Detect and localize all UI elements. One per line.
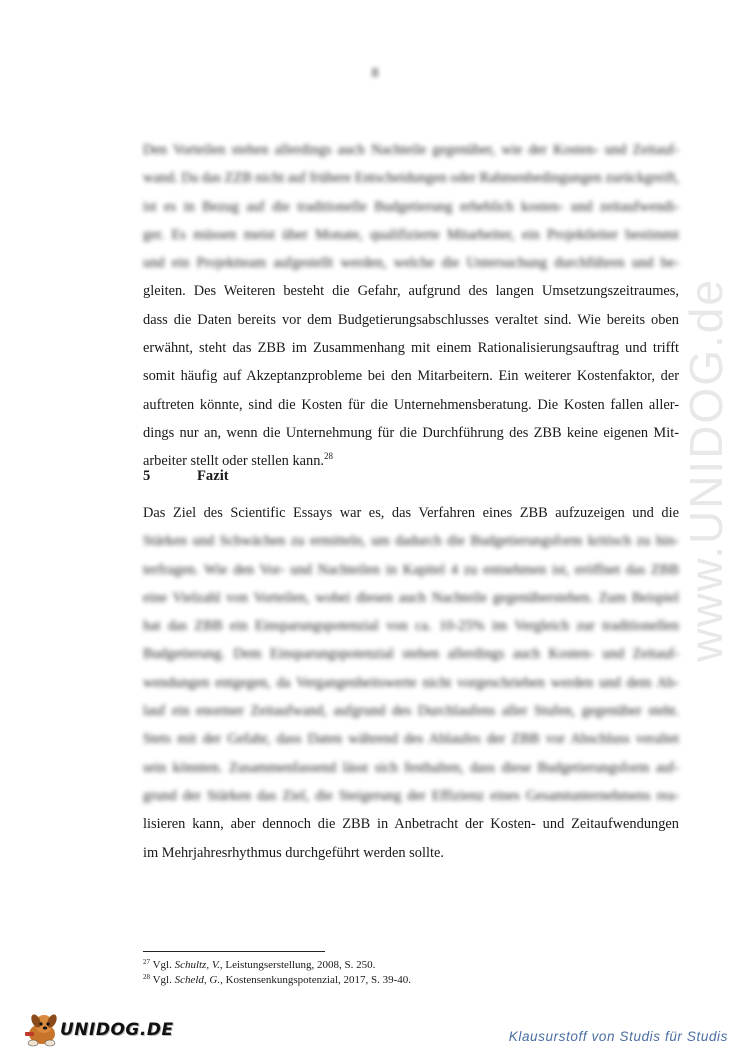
footnote-source: , Kostensenkungspotenzial, 2017, S. 39-40. xyxy=(220,974,412,986)
text-line xyxy=(143,754,679,782)
line-text: terfragen. Wie den Vor- und Nachteilen in Kapitel 4 zu entnehmen ist, eröffnet das ZBB xyxy=(143,561,679,578)
text-line xyxy=(143,725,679,753)
text-line xyxy=(143,334,679,362)
text-line xyxy=(143,697,679,725)
line-text: gleiten. Des Weiteren besteht die Gefahr, aufgrund des langen Umsetzungszeitraumes, xyxy=(143,283,679,300)
line-text: dings nur an, wenn die Unternehmung für die Durchführung des ZBB keine eigenen Mit- xyxy=(143,424,679,441)
text-line xyxy=(143,612,679,640)
text-line xyxy=(143,419,679,447)
section-heading xyxy=(143,468,229,485)
text-line xyxy=(143,362,679,390)
line-text: Budgetierung. Dem Einsparungspotenzial stehen allerdings auch Kosten- und Zeitauf- xyxy=(143,646,679,663)
text-line xyxy=(143,249,679,277)
line-text: lisieren kann, aber dennoch die ZBB in Anbetracht der Kosten- und Zeitaufwendungen xyxy=(143,816,679,833)
line-text: somit häufig auf Akzeptanzprobleme bei den Mitarbeitern. Ein weiterer Kostenfaktor, der xyxy=(143,368,679,385)
line-text: sein könnten. Zusammenfassend lässt sich festhalten, dass diese Budgetierungsform auf- xyxy=(143,759,679,776)
text-line xyxy=(143,136,679,164)
text-line xyxy=(143,277,679,305)
line-text: ger. Es müssen meist über Monate, qualifizierte Mitarbeiter, ein Projektleiter bestimmt xyxy=(143,226,679,243)
text-line xyxy=(143,640,679,668)
footnote-author: Scheld, G. xyxy=(174,974,221,986)
text-line xyxy=(143,221,679,249)
line-text: auftreten könnte, sind die Kosten für die Unternehmensberatung. Die Kosten fallen aller- xyxy=(143,396,679,413)
dog-mascot-icon xyxy=(22,1012,64,1048)
page-number: 8 xyxy=(371,66,379,81)
line-text: Stärken und Schwächen zu ermitteln, um dadurch die Budgetierungsform kritisch zu hin- xyxy=(143,533,679,550)
footnote-28 xyxy=(143,973,411,987)
footnote-source: , Leistungserstellung, 2008, S. 250. xyxy=(219,959,376,971)
text-line xyxy=(143,499,679,527)
line-text: ist es in Bezug auf die traditionelle Budgetierung erheblich kosten- und zeitaufwendi- xyxy=(143,198,679,215)
text-line xyxy=(143,391,679,419)
line-text: Stets mit der Gefahr, dass Daten während des Ablaufes der ZBB vor Abschluss veraltet xyxy=(143,731,679,748)
line-text: dass die Daten bereits vor dem Budgetierungsabschlusses veraltet sind. Wie bereits oben xyxy=(143,311,679,328)
section-title: Fazit xyxy=(197,468,229,484)
line-text: hat das ZBB ein Einsparungspotenzial von ca. 10-25% im Vergleich zur traditionellen xyxy=(143,618,679,635)
line-text: und ein Projektteam aufgestellt werden, welche die Untersuchung durchführen und be- xyxy=(143,255,679,272)
text-line xyxy=(143,193,679,221)
text-line xyxy=(143,669,679,697)
text-line xyxy=(143,839,679,867)
line-text: wand. Da das ZZB nicht auf frühere Entscheidungen oder Rahmenbedingungen zurückgreift, xyxy=(143,170,679,187)
line-text: erwähnt, steht das ZBB im Zusammenhang mit einem Rationalisierungsauftrag und trifft xyxy=(143,340,679,357)
footnote-27 xyxy=(143,958,375,972)
section-number: 5 xyxy=(143,468,151,484)
footnote-author: Schultz, V. xyxy=(174,959,220,971)
conclusion-paragraph xyxy=(143,499,679,867)
text-line xyxy=(143,164,679,192)
line-text: im Mehrjahresrhythmus durchgeführt werden sollte. xyxy=(143,844,444,861)
line-text: grund der Stärken das Ziel, die Steigerung der Effizienz eines Gesamtunternehmens rea- xyxy=(143,787,679,804)
watermark: www.UNIDOG.de xyxy=(680,278,732,662)
footnote-number: 28 xyxy=(143,973,150,981)
footnote-prefix: Vgl. xyxy=(152,974,175,986)
line-text: wendungen entgegen, da Vergangenheitswerte nicht vorgeschrieben werden und dem Ab- xyxy=(143,674,679,691)
footnote-prefix: Vgl. xyxy=(152,959,175,971)
text-line xyxy=(143,306,679,334)
text-line xyxy=(143,556,679,584)
line-text: Den Vorteilen stehen allerdings auch Nachteile gegenüber, wie der Kosten- und Zeitauf- xyxy=(143,142,679,158)
footnote-reference[interactable]: 28 xyxy=(324,451,334,462)
text-line xyxy=(143,584,679,612)
top-paragraph xyxy=(143,136,679,476)
text-line xyxy=(143,810,679,838)
line-text: Das Ziel des Scientific Essays war es, das Verfahren eines ZBB aufzuzeigen und die xyxy=(143,505,679,521)
line-text: lauf ein enormer Zeitaufwand, aufgrund des Durchlaufens aller Stufen, gegenüber steht. xyxy=(143,703,679,720)
line-text: arbeiter stellt oder stellen kann. xyxy=(143,453,325,470)
logo-text: UNIDOG.DE xyxy=(60,1020,174,1040)
tagline: Klausurstoff von Studis für Studis xyxy=(508,1029,728,1044)
footnote-number: 27 xyxy=(143,958,150,966)
text-line xyxy=(143,782,679,810)
text-line xyxy=(143,527,679,555)
line-text: eine Vielzahl von Vorteilen, wobei diesen auch Nachteile gegenüberstehen. Zum Beispiel xyxy=(143,589,679,606)
unidog-logo[interactable] xyxy=(22,1012,174,1048)
footnote-separator xyxy=(143,951,325,952)
